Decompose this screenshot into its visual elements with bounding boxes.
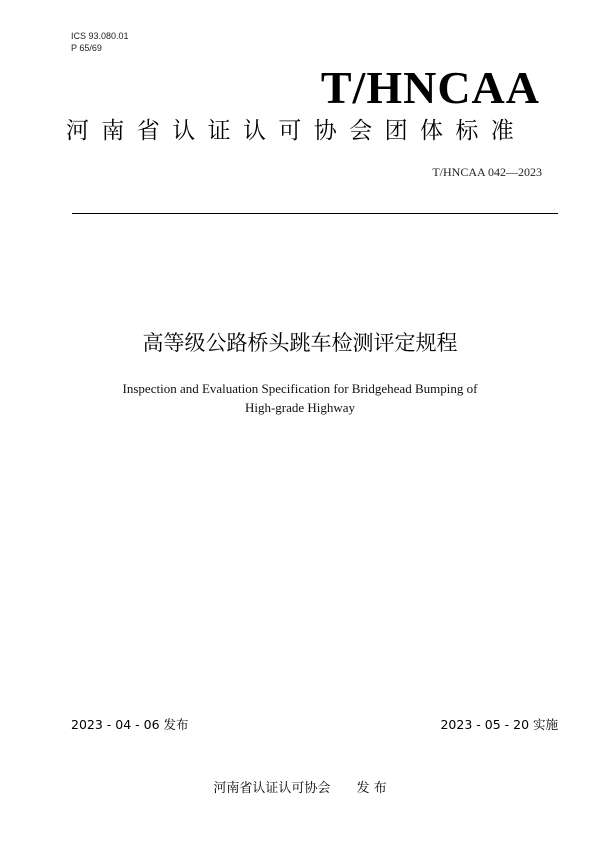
issuer-name: 河南省认证认可协会	[213, 781, 331, 796]
document-title-english	[0, 379, 600, 417]
english-title-line-1: Inspection and Evaluation Specification for Bridgehead Bumping of	[122, 381, 478, 396]
ccs-code: P 65/69	[71, 43, 102, 53]
header-divider	[72, 213, 558, 214]
implementation-date: 2023 - 05 - 20 实施	[440, 717, 558, 732]
english-title-line-2: High-grade Highway	[244, 400, 356, 415]
standard-brand-logo: T/HNCAA	[320, 62, 540, 113]
release-date: 2023 - 04 - 06 发布	[71, 717, 189, 732]
issuer-line	[0, 777, 600, 796]
issuer-action: 发 布	[356, 781, 387, 796]
standard-number: T/HNCAA 042—2023	[432, 165, 542, 179]
classification-codes	[71, 30, 129, 54]
association-standard-heading: 河南省认证认可协会团体标准	[66, 118, 527, 144]
document-title-chinese: 高等级公路桥头跳车检测评定规程	[142, 331, 458, 355]
ics-code: ICS 93.080.01	[71, 31, 129, 41]
